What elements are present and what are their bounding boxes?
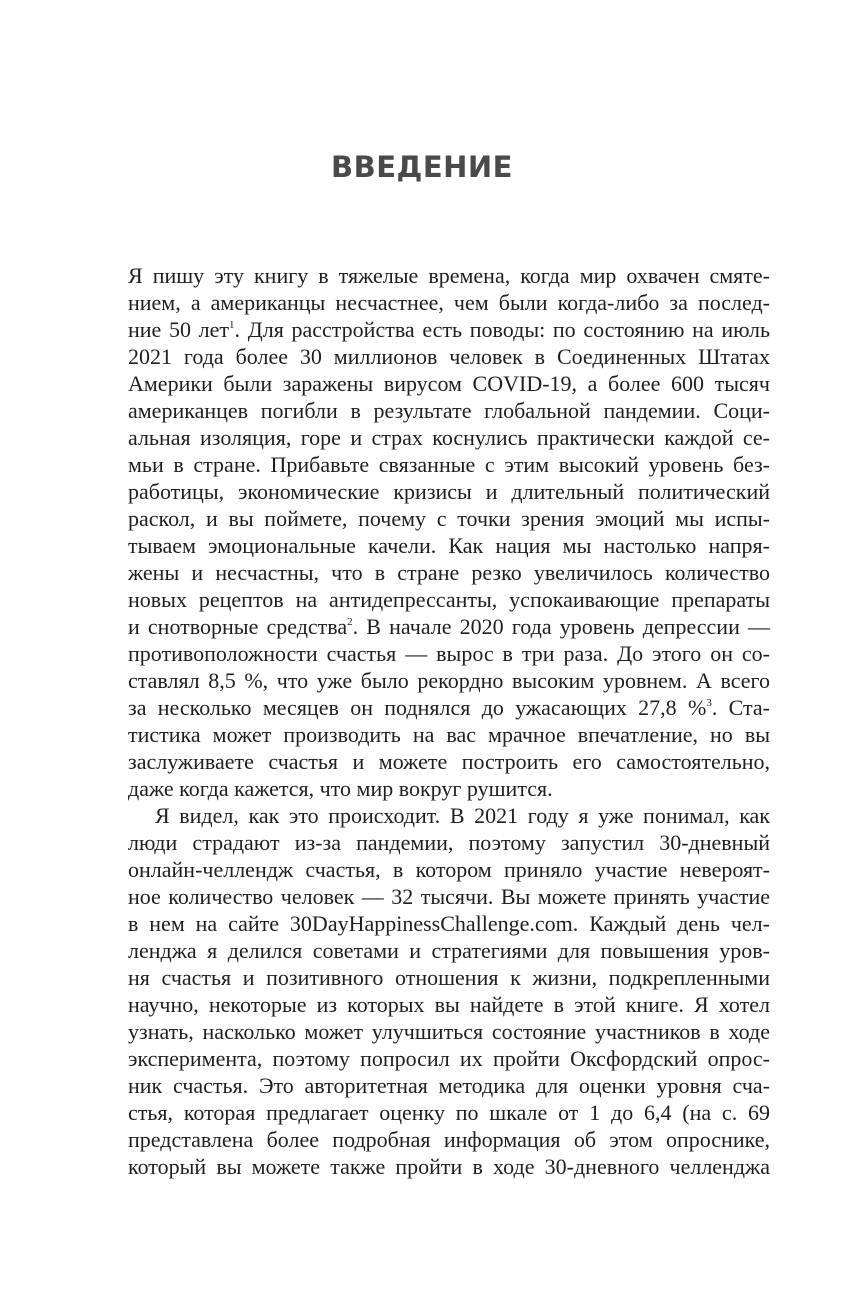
text-line: за несколько месяцев он поднялся до ужасающих 27,8 %$^3$. Ста- xyxy=(128,695,771,720)
chapter-title: ВВЕДЕНИЕ xyxy=(330,150,513,184)
text-line: и снотворные средства$^2$. В начале 2020 года уровень депрессии — xyxy=(128,614,770,639)
text-line: новых рецептов на антидепрессанты, успокаивающие препараты xyxy=(128,587,770,612)
text-line: который вы можете также пройти в ходе 30-дневного челленджа xyxy=(128,1154,770,1179)
text-line: представлена более подробная информация об этом опроснике, xyxy=(128,1127,770,1152)
text-line: работицы, экономические кризисы и длительный политический xyxy=(128,479,770,504)
text-line: заслуживаете счастья и можете построить его самостоятельно, xyxy=(128,749,770,774)
text-line: альная изоляция, горе и страх коснулись практически каждой се- xyxy=(128,425,770,450)
text-line: люди страдают из-за пандемии, поэтому запустил 30-дневный xyxy=(128,830,770,855)
paragraph-1 xyxy=(128,262,770,802)
text-line: мьи в стране. Прибавьте связанные с этим высокий уровень без- xyxy=(128,452,770,477)
text-line: в нем на сайте 30DayHappinessChallenge.com. Каждый день чел- xyxy=(128,911,770,936)
text-line: жены и несчастны, что в стране резко увеличилось количество xyxy=(128,560,770,585)
text-line: ставлял 8,5 %, что уже было рекордно высоким уровнем. А всего xyxy=(128,668,770,693)
text-line: ленджа я делился советами и стратегиями для повышения уров- xyxy=(128,938,770,963)
text-line: ние 50 лет$^1$. Для расстройства есть поводы: по состоянию на июль xyxy=(128,317,770,342)
text-line: стья, которая предлагает оценку по шкале от 1 до 6,4 (на с. 69 xyxy=(128,1100,770,1125)
text-line: Я пишу эту книгу в тяжелые времена, когда мир охвачен смяте- xyxy=(128,263,770,288)
text-line: тываем эмоциональные качели. Как нация мы настолько напря- xyxy=(128,533,770,558)
text-line: американцев погибли в результате глобальной пандемии. Соци- xyxy=(128,398,770,423)
text-line: Я видел, как это происходит. В 2021 году я уже понимал, как xyxy=(155,803,770,828)
text-line: раскол, и вы поймете, почему с точки зрения эмоций мы испы- xyxy=(128,506,770,531)
footnote-marker[interactable]: 3 xyxy=(706,697,712,709)
paragraph-2 xyxy=(128,802,770,1180)
text-line: противоположности счастья — вырос в три раза. До этого он со- xyxy=(128,641,770,666)
text-line: научно, некоторые из которых вы найдете в этой книге. Я хотел xyxy=(128,992,770,1017)
text-line: узнать, насколько может улучшиться состояние участников в ходе xyxy=(128,1019,770,1044)
text-line: ник счастья. Это авторитетная методика для оценки уровня сча- xyxy=(128,1073,770,1098)
text-line: нием, а американцы несчастнее, чем были когда-либо за послед- xyxy=(128,290,770,315)
footnote-marker[interactable]: 1 xyxy=(229,319,235,331)
text-line: эксперимента, поэтому попросил их пройти Оксфордский опрос- xyxy=(128,1046,770,1071)
body-text xyxy=(128,262,770,1180)
text-line: онлайн-челлендж счастья, в котором приняло участие невероят- xyxy=(128,857,770,882)
text-line: 2021 года более 30 миллионов человек в Соединенных Штатах xyxy=(128,344,770,369)
text-line: ное количество человек — 32 тысячи. Вы можете принять участие xyxy=(128,884,770,909)
text-line: Америки были заражены вирусом COVID-19, а более 600 тысяч xyxy=(128,371,770,396)
text-line: ня счастья и позитивного отношения к жизни, подкрепленными xyxy=(128,965,770,990)
footnote-marker[interactable]: 2 xyxy=(347,616,353,628)
text-line: даже когда кажется, что мир вокруг рушится. xyxy=(128,776,553,801)
text-line: тистика может производить на вас мрачное впечатление, но вы xyxy=(128,722,770,747)
